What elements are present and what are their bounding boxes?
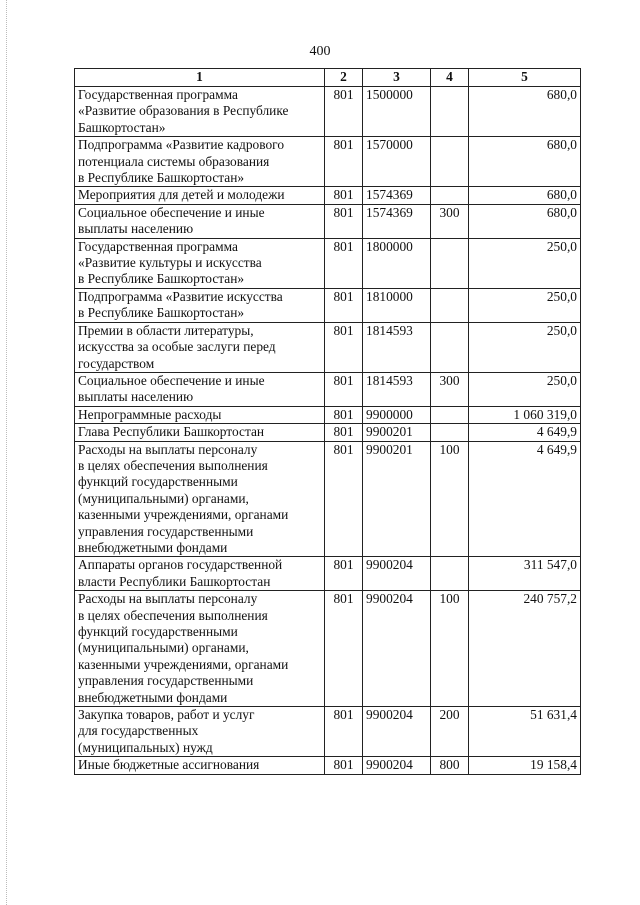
table-row xyxy=(75,87,581,137)
ministry-code-cell: 801 xyxy=(325,322,363,372)
table-row xyxy=(75,424,581,441)
target-article-cell: 1814593 xyxy=(363,372,431,406)
row-name-cell: Мероприятия для детей и молодежи xyxy=(75,187,325,204)
row-name-cell: Подпрограмма «Развитие искусства в Республике Башкортостан» xyxy=(75,288,325,322)
target-article-cell: 1570000 xyxy=(363,137,431,187)
row-name-cell: Государственная программа «Развитие образования в Республике Башкортостан» xyxy=(75,87,325,137)
header-cell: 2 xyxy=(325,69,363,87)
header-cell: 1 xyxy=(75,69,325,87)
row-name-cell: Подпрограмма «Развитие кадрового потенциала системы образования в Республике Башкортостан» xyxy=(75,137,325,187)
target-article-cell: 9900204 xyxy=(363,557,431,591)
ministry-code-cell: 801 xyxy=(325,406,363,423)
ministry-code-cell: 801 xyxy=(325,707,363,757)
amount-cell: 51 631,4 xyxy=(469,707,581,757)
page-margin-line xyxy=(6,0,7,905)
amount-cell: 680,0 xyxy=(469,204,581,238)
ministry-code-cell: 801 xyxy=(325,87,363,137)
amount-cell: 1 060 319,0 xyxy=(469,406,581,423)
target-article-cell: 9900201 xyxy=(363,424,431,441)
target-article-cell: 1500000 xyxy=(363,87,431,137)
page-number: 400 xyxy=(309,44,331,59)
expense-type-cell: 800 xyxy=(431,757,469,774)
row-name-cell: Аппараты органов государственной власти Республики Башкортостан xyxy=(75,557,325,591)
table-row xyxy=(75,707,581,757)
header-cell: 5 xyxy=(469,69,581,87)
amount-cell: 680,0 xyxy=(469,87,581,137)
ministry-code-cell: 801 xyxy=(325,204,363,238)
amount-cell: 240 757,2 xyxy=(469,591,581,707)
expense-type-cell xyxy=(431,406,469,423)
header-cell: 3 xyxy=(363,69,431,87)
amount-cell: 4 649,9 xyxy=(469,441,581,557)
table-body xyxy=(75,87,581,775)
table-row xyxy=(75,372,581,406)
ministry-code-cell: 801 xyxy=(325,424,363,441)
table-row xyxy=(75,757,581,774)
ministry-code-cell: 801 xyxy=(325,238,363,288)
row-name-cell: Расходы на выплаты персоналу в целях обеспечения выполнения функций государственными (муниципальными) органами, казенными учреждениями, органами управления государственными внебюджетными фондами xyxy=(75,441,325,557)
row-name-cell: Премии в области литературы, искусства за особые заслуги перед государством xyxy=(75,322,325,372)
expense-type-cell xyxy=(431,322,469,372)
amount-cell: 250,0 xyxy=(469,288,581,322)
ministry-code-cell: 801 xyxy=(325,441,363,557)
row-name-cell: Расходы на выплаты персоналу в целях обеспечения выполнения функций государственными (муниципальными) органами, казенными учреждениями, органами управления государственными внебюджетными фондами xyxy=(75,591,325,707)
ministry-code-cell: 801 xyxy=(325,372,363,406)
table-row xyxy=(75,137,581,187)
expense-type-cell: 100 xyxy=(431,441,469,557)
table-row xyxy=(75,591,581,707)
expense-type-cell xyxy=(431,288,469,322)
expense-type-cell: 300 xyxy=(431,372,469,406)
table-row xyxy=(75,204,581,238)
expense-type-cell: 200 xyxy=(431,707,469,757)
ministry-code-cell: 801 xyxy=(325,288,363,322)
expense-type-cell xyxy=(431,87,469,137)
expense-type-cell xyxy=(431,557,469,591)
target-article-cell: 9900201 xyxy=(363,441,431,557)
expense-type-cell xyxy=(431,137,469,187)
table-row xyxy=(75,288,581,322)
table-row xyxy=(75,187,581,204)
amount-cell: 680,0 xyxy=(469,137,581,187)
table-row xyxy=(75,406,581,423)
amount-cell: 250,0 xyxy=(469,322,581,372)
expense-type-cell: 300 xyxy=(431,204,469,238)
expense-type-cell xyxy=(431,238,469,288)
row-name-cell: Государственная программа «Развитие культуры и искусства в Республике Башкортостан» xyxy=(75,238,325,288)
row-name-cell: Глава Республики Башкортостан xyxy=(75,424,325,441)
table-row xyxy=(75,238,581,288)
target-article-cell: 9900204 xyxy=(363,757,431,774)
row-name-cell: Непрограммные расходы xyxy=(75,406,325,423)
target-article-cell: 1810000 xyxy=(363,288,431,322)
ministry-code-cell: 801 xyxy=(325,591,363,707)
expense-type-cell xyxy=(431,424,469,441)
target-article-cell: 1574369 xyxy=(363,204,431,238)
amount-cell: 311 547,0 xyxy=(469,557,581,591)
ministry-code-cell: 801 xyxy=(325,757,363,774)
target-article-cell: 9900204 xyxy=(363,591,431,707)
row-name-cell: Иные бюджетные ассигнования xyxy=(75,757,325,774)
table-row xyxy=(75,441,581,557)
expense-type-cell xyxy=(431,187,469,204)
table-row xyxy=(75,557,581,591)
amount-cell: 680,0 xyxy=(469,187,581,204)
amount-cell: 4 649,9 xyxy=(469,424,581,441)
ministry-code-cell: 801 xyxy=(325,557,363,591)
expense-type-cell: 100 xyxy=(431,591,469,707)
row-name-cell: Социальное обеспечение и иные выплаты населению xyxy=(75,372,325,406)
table-header-row xyxy=(75,69,581,87)
table-row xyxy=(75,322,581,372)
target-article-cell: 1814593 xyxy=(363,322,431,372)
row-name-cell: Закупка товаров, работ и услуг для государственных (муниципальных) нужд xyxy=(75,707,325,757)
ministry-code-cell: 801 xyxy=(325,137,363,187)
target-article-cell: 1574369 xyxy=(363,187,431,204)
budget-table xyxy=(74,68,581,775)
target-article-cell: 1800000 xyxy=(363,238,431,288)
amount-cell: 250,0 xyxy=(469,238,581,288)
target-article-cell: 9900204 xyxy=(363,707,431,757)
header-cell: 4 xyxy=(431,69,469,87)
ministry-code-cell: 801 xyxy=(325,187,363,204)
amount-cell: 250,0 xyxy=(469,372,581,406)
amount-cell: 19 158,4 xyxy=(469,757,581,774)
target-article-cell: 9900000 xyxy=(363,406,431,423)
row-name-cell: Социальное обеспечение и иные выплаты населению xyxy=(75,204,325,238)
